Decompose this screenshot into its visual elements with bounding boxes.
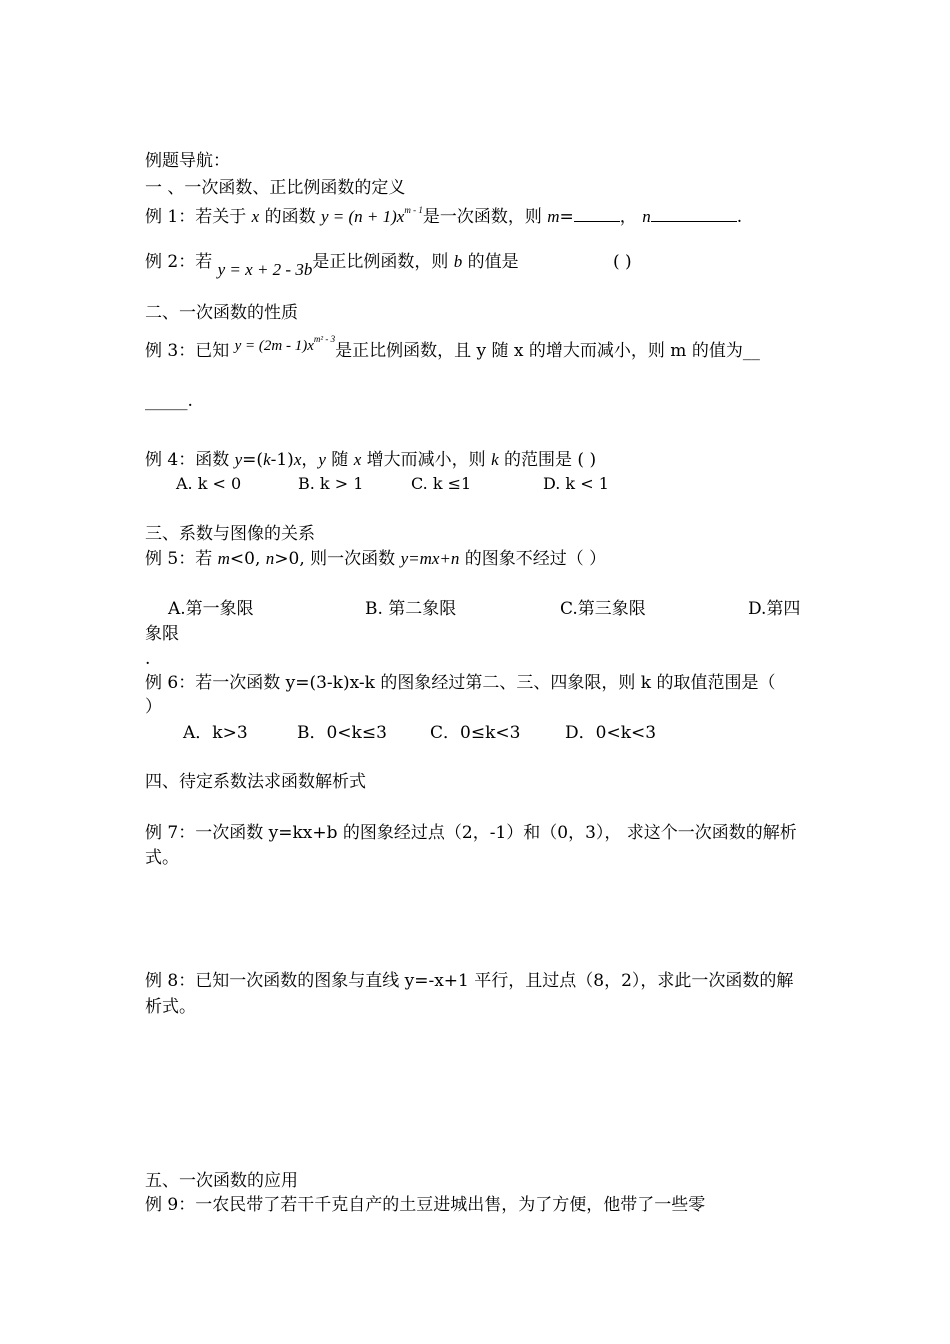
option-c-ex4[interactable]: C. k ≤1 — [411, 474, 472, 493]
example-9: 例 9：一农民带了若干千克自产的土豆进城出售，为了方便，他带了一些零 — [145, 1195, 706, 1215]
section-4-title: 四、待定系数法求函数解析式 — [145, 772, 366, 792]
example-2: 例 2：若 y = x + 2 - 3b是正比例函数，则 b 的值是 ( ) — [145, 252, 632, 279]
answer-paren-ex2[interactable]: ( ) — [613, 252, 632, 272]
formula-ex3: y = (2m - 1)x — [234, 338, 314, 354]
example-5: 例 5：若 m<0, n>0, 则一次函数 y=mx+n 的图象不经过（ ） — [145, 549, 607, 569]
section-2-title: 二、一次函数的性质 — [145, 303, 298, 323]
example-7-line2: 式。 — [145, 848, 179, 868]
stray-dot: . — [145, 649, 151, 669]
option-b-ex5[interactable]: B. 第二象限 — [365, 599, 457, 619]
section-1-title: 一 、一次函数、正比例函数的定义 — [145, 178, 406, 198]
example-7: 例 7：一次函数 y=kx+b 的图象经过点（2，-1）和（0，3）， 求这个一次函数的解析 — [145, 823, 797, 843]
option-d-ex5[interactable]: D.第四 — [748, 599, 801, 619]
formula-ex1: y = (n + 1)x — [320, 207, 405, 226]
option-a-ex5[interactable]: A.第一象限 — [168, 599, 254, 619]
example-6: 例 6：若一次函数 y=(3-k)x-k 的图象经过第二、三、四象限，则 k 的取值范围是（ — [145, 673, 776, 693]
example-4: 例 4：函数 y=(k-1)x，y 随 x 增大而减小，则 k 的范围是 ( ) — [145, 450, 597, 470]
option-c-ex6[interactable]: C．0≤k<3 — [430, 723, 521, 743]
option-d-ex4[interactable]: D. k < 1 — [543, 474, 609, 493]
option-d-ex6[interactable]: D．0<k<3 — [565, 723, 657, 743]
option-d-ex5-cont: 象限 — [145, 624, 179, 644]
option-a-ex6[interactable]: A．k>3 — [183, 723, 248, 743]
section-3-title: 三、系数与图像的关系 — [145, 524, 315, 544]
option-a-ex4[interactable]: A. k < 0 — [176, 474, 242, 493]
example-3: 例 3：已知 $y = (2m - 1)x^{m^2 - 3}$是正比例函数，且 y 随 x 的增大而减小，则 m 的值为__ — [145, 334, 760, 361]
example-3-line2: _____. — [145, 391, 193, 411]
formula-ex2: y = x + 2 - 3b — [217, 260, 313, 279]
option-b-ex6[interactable]: B．0<k≤3 — [297, 723, 387, 743]
option-c-ex5[interactable]: C.第三象限 — [560, 599, 646, 619]
section-5-title: 五、一次函数的应用 — [145, 1171, 298, 1191]
blank-m[interactable] — [574, 205, 620, 222]
option-b-ex4[interactable]: B. k > 1 — [298, 474, 364, 493]
example-1: 例 1：若关于 x 的函数 $y = (n + 1)x^{m - 1}$是一次函数，则 m= ， n . — [145, 205, 743, 227]
blank-n[interactable] — [651, 205, 737, 222]
example-6-line2: ） — [145, 697, 162, 717]
example-8: 例 8：已知一次函数的图象与直线 y=-x+1 平行，且过点（8，2），求此一次函数的解 — [145, 971, 794, 991]
example-8-line2: 析式。 — [145, 997, 196, 1017]
header: 例题导航： — [145, 151, 230, 171]
